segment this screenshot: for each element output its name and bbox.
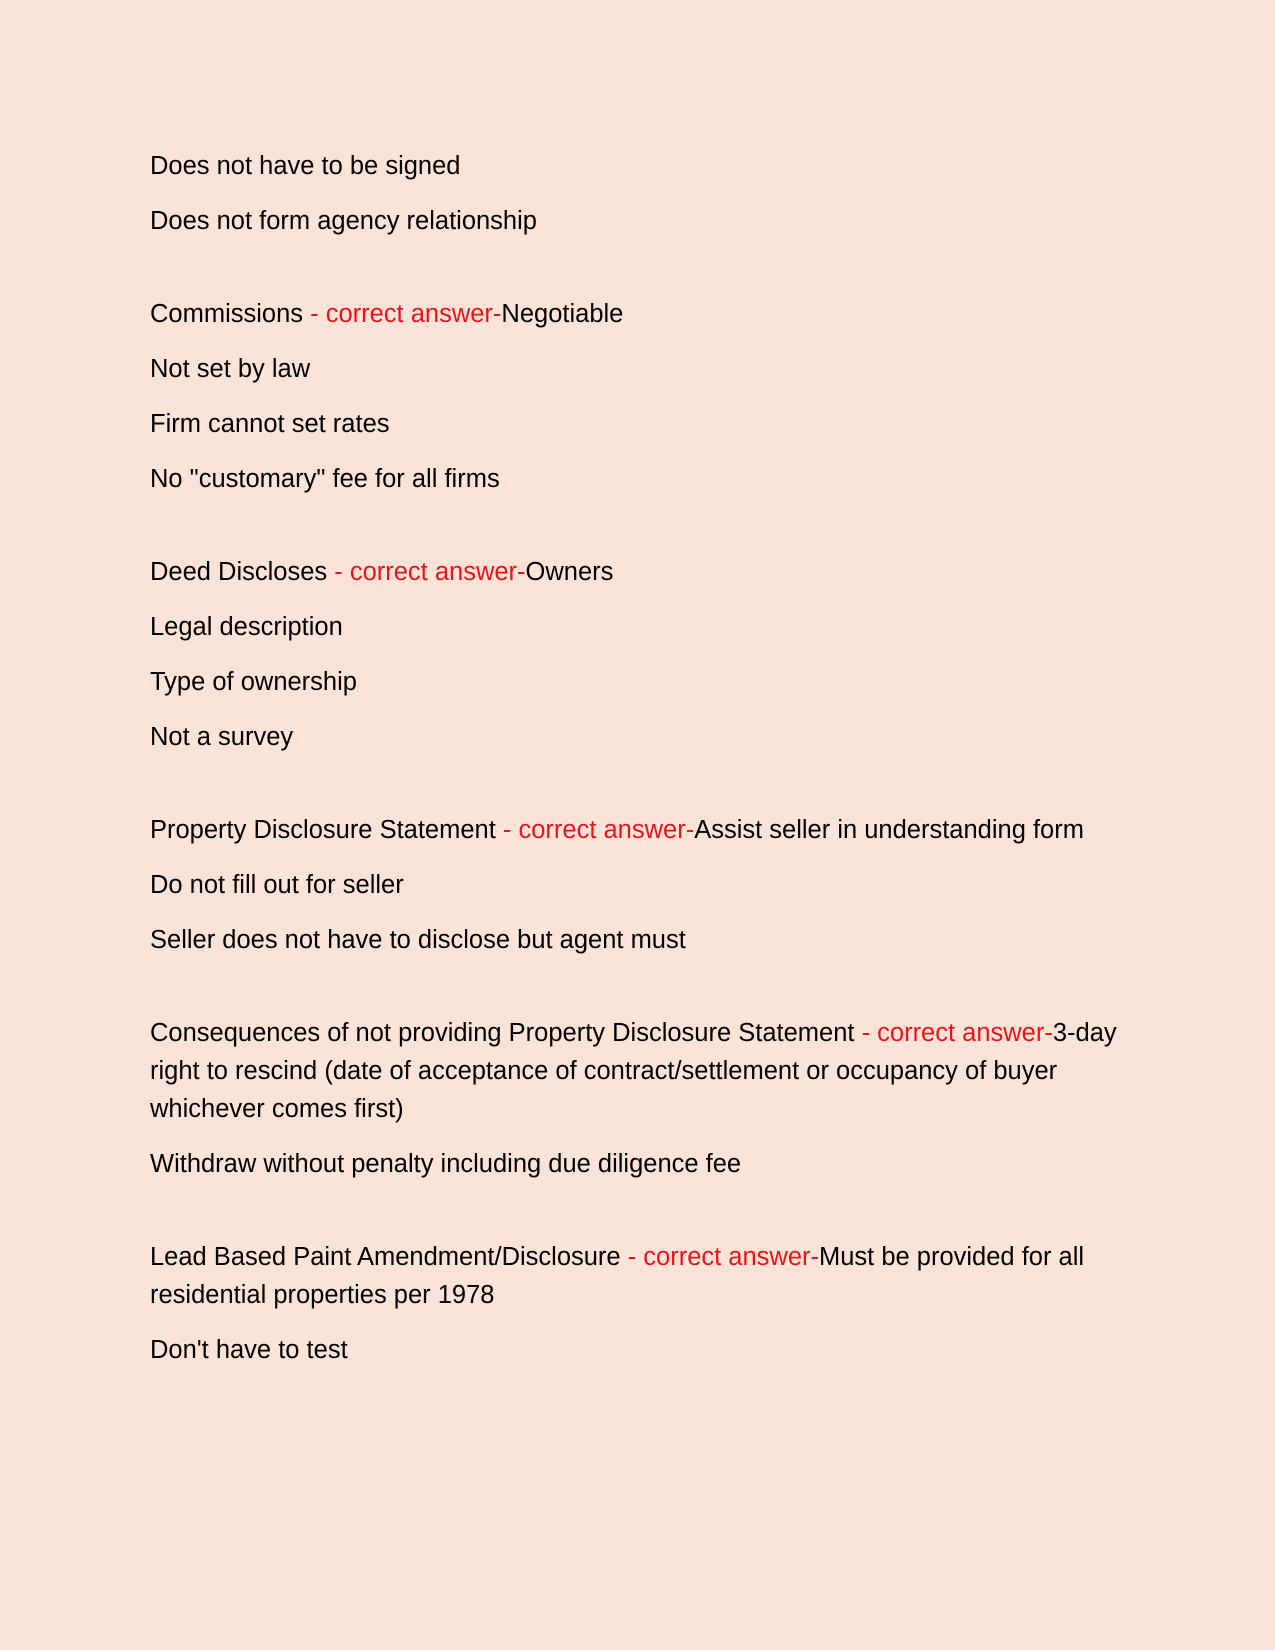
flashcard-consequences bbox=[150, 1014, 1125, 1183]
answer-line: No "customary" fee for all firms bbox=[150, 465, 500, 493]
answer-line: Type of ownership bbox=[150, 668, 357, 696]
term: Commissions bbox=[150, 300, 311, 328]
term: Lead Based Paint Amendment/Disclosure bbox=[150, 1243, 628, 1271]
answer-line: Legal description bbox=[150, 613, 343, 641]
correct-answer-marker: - correct answer- bbox=[627, 1243, 819, 1271]
answer-line: Do not fill out for seller bbox=[150, 871, 404, 899]
flashcard-lead-based-paint bbox=[150, 1238, 1125, 1369]
correct-answer-marker: - correct answer- bbox=[334, 558, 526, 586]
answer-line: Withdraw without penalty including due diligence fee bbox=[150, 1150, 742, 1178]
question-line bbox=[150, 553, 1125, 591]
answer-line: Seller does not have to disclose but agent must bbox=[150, 926, 686, 954]
answer-line: Does not have to be signed bbox=[150, 152, 461, 180]
term: Deed Discloses bbox=[150, 558, 335, 586]
answer-line: Not set by law bbox=[150, 355, 311, 383]
answer-line: Firm cannot set rates bbox=[150, 410, 390, 438]
correct-answer-marker: - correct answer- bbox=[310, 300, 502, 328]
correct-answer-marker: - correct answer- bbox=[861, 1019, 1053, 1047]
term: Property Disclosure Statement bbox=[150, 816, 503, 844]
flashcard-commissions bbox=[150, 295, 1125, 498]
answer-line: Not a survey bbox=[150, 723, 294, 751]
question-line bbox=[150, 295, 1125, 333]
answer: Assist seller in understanding form bbox=[694, 816, 1084, 844]
question-line bbox=[150, 811, 1125, 849]
flashcard-continuation bbox=[150, 147, 1125, 240]
correct-answer-marker: - correct answer- bbox=[502, 816, 695, 844]
answer: Must be provided for all residential properties per 1978 bbox=[150, 1243, 1085, 1309]
flashcard-property-disclosure-statement bbox=[150, 811, 1125, 959]
question-line bbox=[150, 1014, 1125, 1128]
answer-line: Does not form agency relationship bbox=[150, 207, 537, 235]
answer: 3-day right to rescind (date of acceptance of contract/settlement or occupancy of buyer whichever comes first) bbox=[150, 1019, 1117, 1123]
answer: Negotiable bbox=[501, 300, 624, 328]
flashcard-deed-discloses bbox=[150, 553, 1125, 756]
question-line bbox=[150, 1238, 1125, 1314]
answer-line: Don't have to test bbox=[150, 1336, 348, 1364]
answer: Owners bbox=[525, 558, 614, 586]
term: Consequences of not providing Property Disclosure Statement bbox=[150, 1019, 862, 1047]
